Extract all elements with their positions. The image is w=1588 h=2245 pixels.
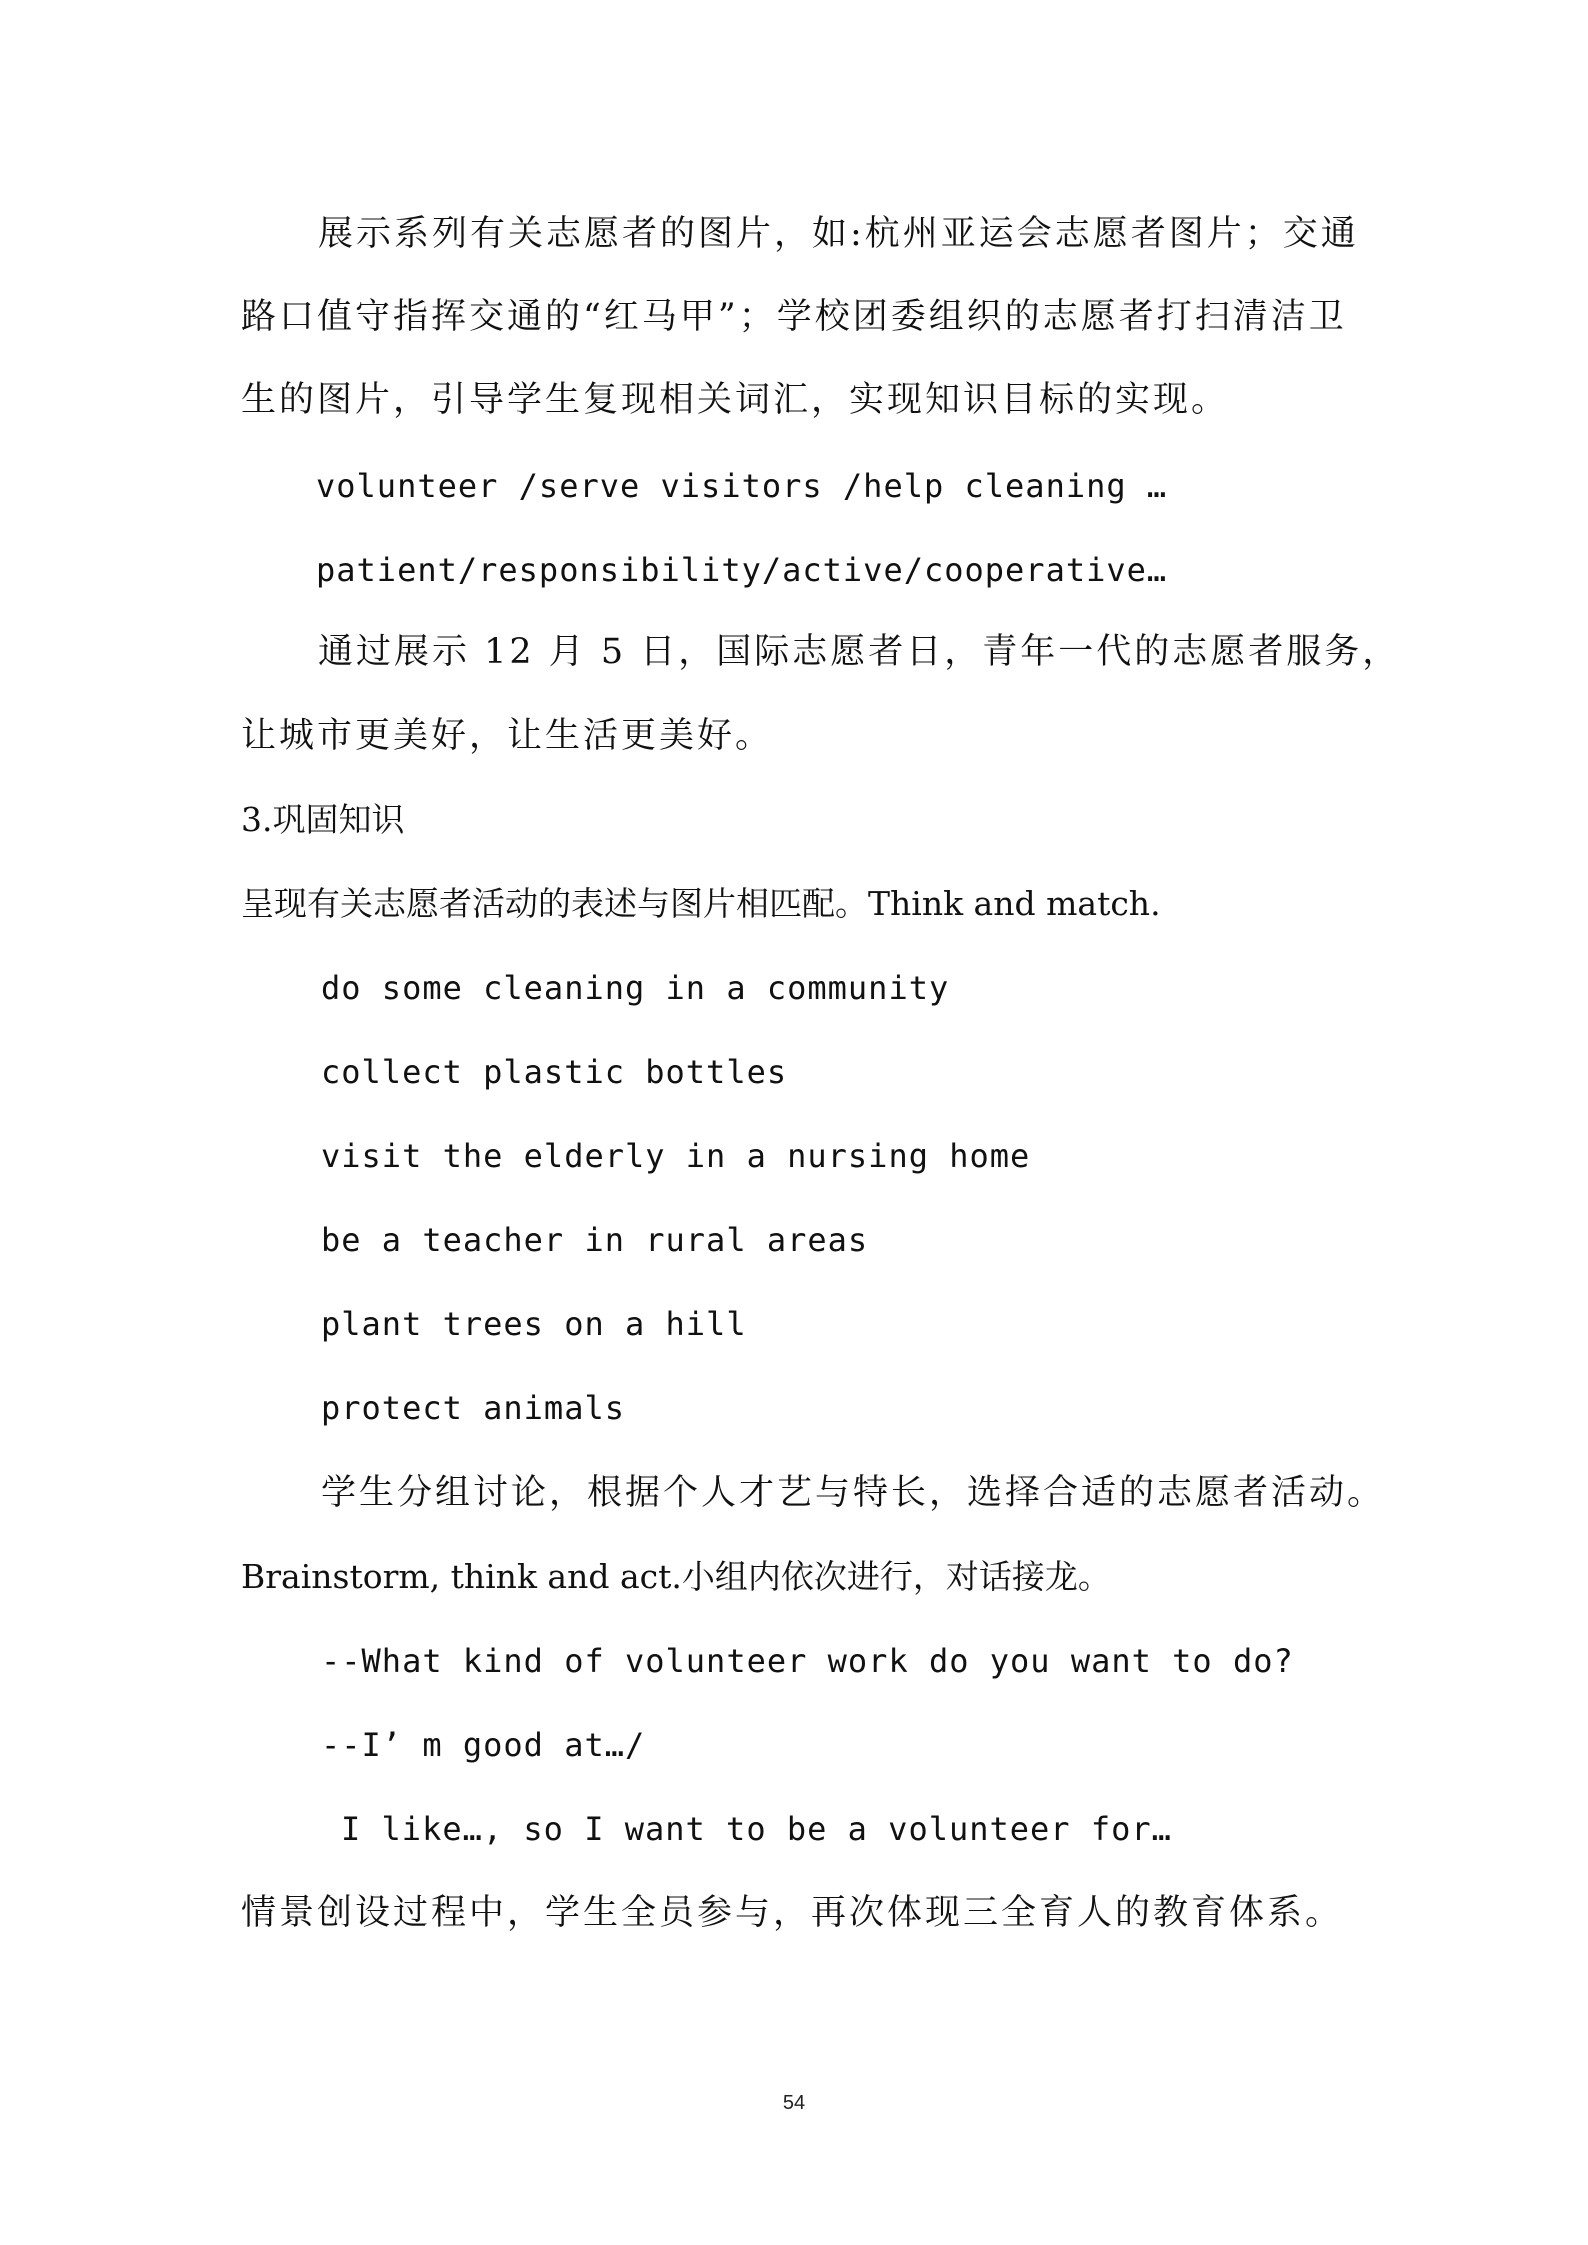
activity-item: do some cleaning in a community bbox=[321, 969, 950, 1007]
paragraph-line: Brainstorm, think and act.小组内依次进行，对话接龙。 bbox=[241, 1557, 1111, 1596]
activity-item: protect animals bbox=[321, 1389, 625, 1427]
paragraph-line: 学生分组讨论，根据个人才艺与特长，选择合适的志愿者活动。 bbox=[321, 1473, 1386, 1513]
page-number: 54 bbox=[782, 2092, 806, 2114]
paragraph-line: 展示系列有关志愿者的图片，如:杭州亚运会志愿者图片；交通 bbox=[318, 214, 1359, 254]
vocabulary-line: volunteer /serve visitors /help cleaning … bbox=[316, 467, 1168, 505]
activity-item: visit the elderly in a nursing home bbox=[321, 1137, 1031, 1175]
dialogue-line: --I’ m good at…/ bbox=[321, 1726, 646, 1764]
paragraph-line: 路口值守指挥交通的“红马甲”；学校团委组织的志愿者打扫清洁卫 bbox=[241, 297, 1347, 337]
vocabulary-line: patient/responsibility/active/cooperative… bbox=[316, 551, 1168, 589]
dialogue-line: I like…, so I want to be a volunteer for… bbox=[341, 1810, 1172, 1848]
paragraph-line: 让城市更美好，让生活更美好。 bbox=[241, 716, 774, 756]
section-heading: 3.巩固知识 bbox=[241, 800, 405, 839]
paragraph-line: 呈现有关志愿者活动的表述与图片相匹配。Think and match. bbox=[241, 884, 1161, 923]
paragraph-line: 通过展示 12 月 5 日，国际志愿者日，青年一代的志愿者服务， bbox=[318, 632, 1401, 672]
dialogue-line: --What kind of volunteer work do you want to do? bbox=[321, 1642, 1294, 1680]
activity-item: be a teacher in rural areas bbox=[321, 1221, 869, 1259]
activity-item: plant trees on a hill bbox=[321, 1305, 747, 1343]
activity-item: collect plastic bottles bbox=[321, 1053, 788, 1091]
paragraph-line: 情景创设过程中，学生全员参与，再次体现三全育人的教育体系。 bbox=[241, 1893, 1344, 1933]
paragraph-line: 生的图片，引导学生复现相关词汇，实现知识目标的实现。 bbox=[241, 380, 1230, 420]
